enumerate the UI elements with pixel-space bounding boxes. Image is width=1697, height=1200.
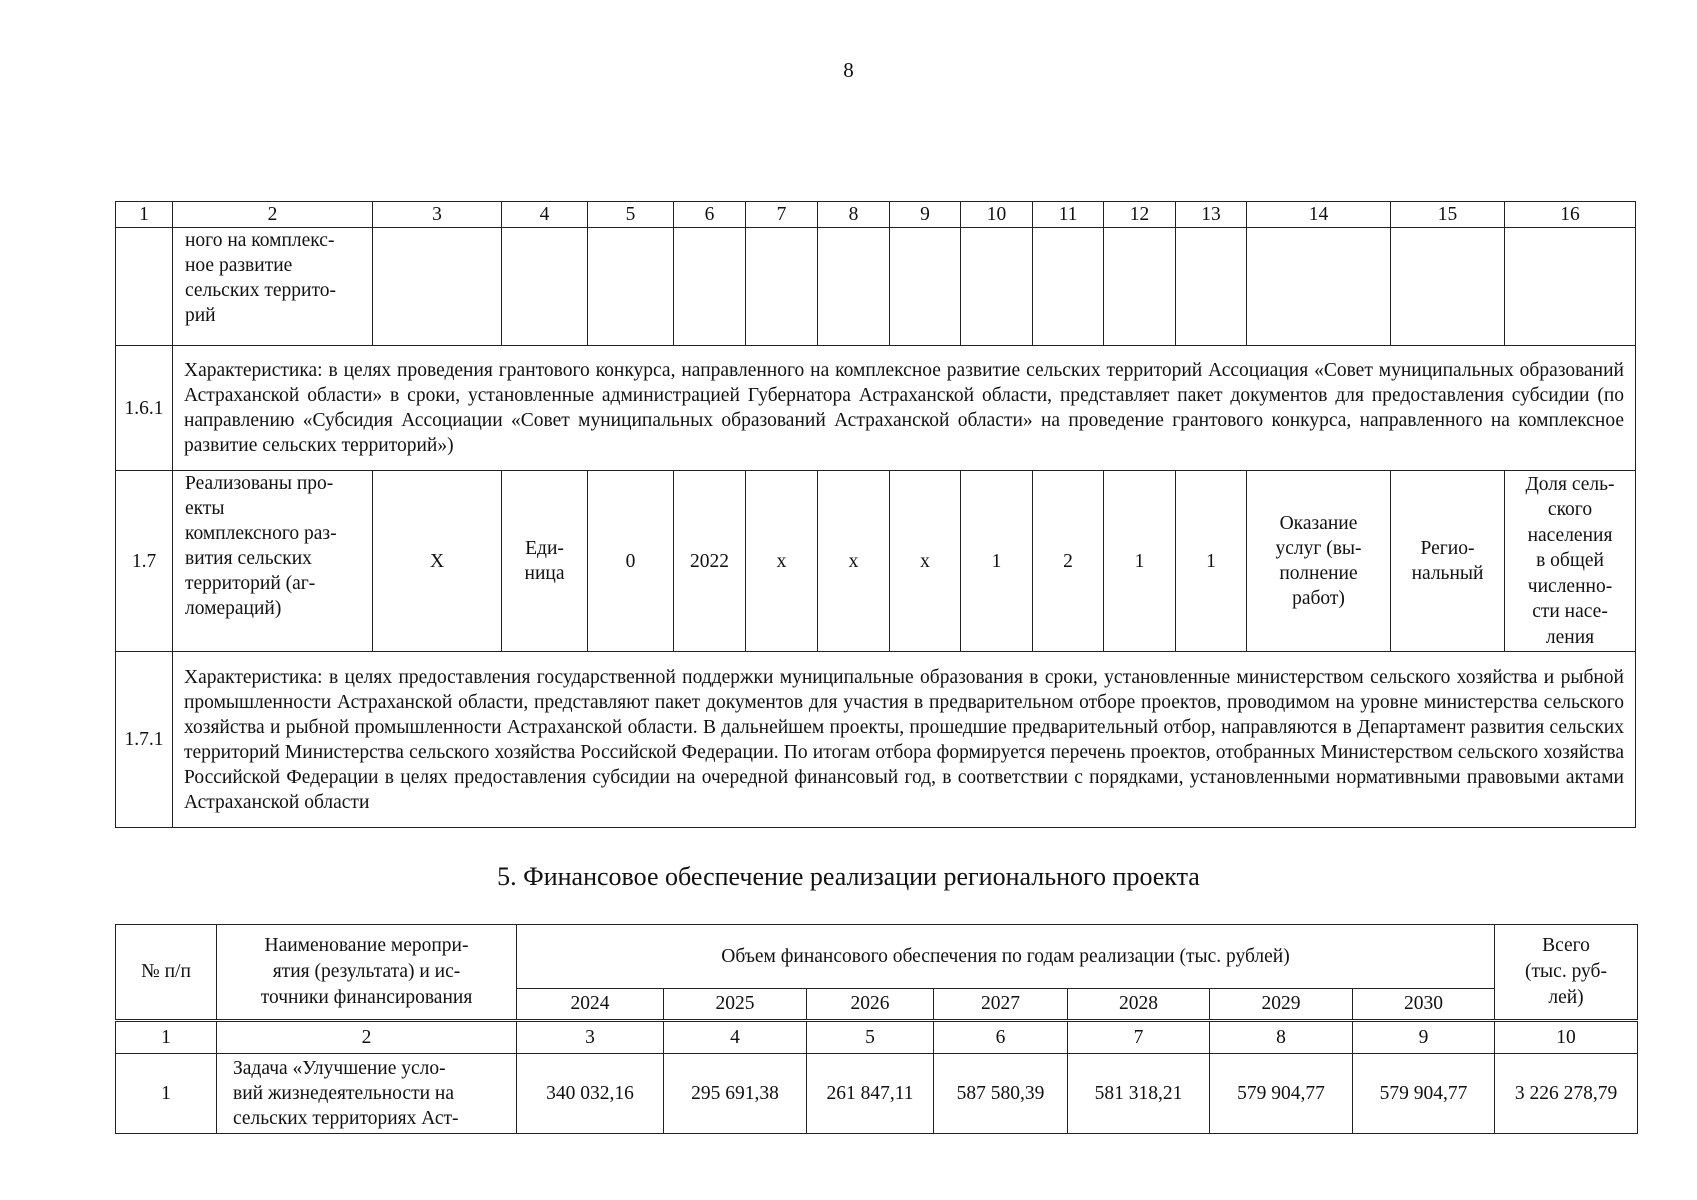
section-title: 5. Финансовое обеспечение реализации регионального проекта	[497, 862, 1200, 891]
col-num: 15	[1391, 202, 1505, 228]
row-1-7-1	[116, 652, 1636, 828]
task-name: Задача «Улучшение усло- вий жизнедеятельности на сельских территориях Аст-	[217, 1054, 517, 1134]
task-row	[116, 1054, 1638, 1134]
value-cell: 1	[961, 471, 1033, 652]
col-num: 1	[116, 202, 173, 228]
value-cell: х	[890, 471, 961, 652]
page-number: 8	[843, 58, 854, 82]
column-number-row	[116, 202, 1636, 228]
col-num: 6	[934, 1021, 1068, 1054]
year-header: 2029	[1210, 989, 1353, 1021]
linked-indicator: Доля сель- ского населения в общей численно- сти насе- ления	[1505, 471, 1636, 652]
amount-2026: 261 847,11	[807, 1054, 934, 1134]
col-num: 12	[1104, 202, 1176, 228]
year-header: 2027	[934, 989, 1068, 1021]
header-total: Всего (тыс. руб- лей)	[1495, 925, 1638, 1021]
col-num: 16	[1505, 202, 1636, 228]
col-num: 5	[588, 202, 674, 228]
year-header: 2030	[1353, 989, 1495, 1021]
continued-row	[116, 228, 1636, 346]
col-num: 7	[746, 202, 818, 228]
base-value: 0	[588, 471, 674, 652]
value-cell: 1	[1104, 471, 1176, 652]
col-num: 14	[1247, 202, 1391, 228]
row-number: 1.7.1	[116, 652, 173, 828]
col-num: 4	[664, 1021, 807, 1054]
amount-2025: 295 691,38	[664, 1054, 807, 1134]
col-num: 2	[173, 202, 373, 228]
year-header: 2025	[664, 989, 807, 1021]
header-row-1	[116, 925, 1638, 989]
col-num: 10	[1495, 1021, 1638, 1054]
characteristic-text: Характеристика: в целях предоставления государственной поддержки муниципальные образования в сроки, установленные министерством сельского хозяйства и рыбной промышленности Астраханской области, представляют пакет документов для участия в предварительном отборе проектов, проводимом на уровне министерства сельского хозяйства и рыбной промышленности Астраханской области. В дальнейшем проекты, прошедшие предварительный отбор, направляются в Департамент развития сельских территорий Министерства сельского хозяйства Российской Федерации. По итогам отбора формируется перечень проектов, отобранных Министерством сельского хозяйства Российской Федерации в целях предоставления субсидии на очередной финансовый год, в соответствии с порядками, установленными нормативными правовыми актами Астраханской области	[173, 652, 1636, 828]
col-num: 8	[1210, 1021, 1353, 1054]
result-type: Оказание услуг (вы- полнение работ)	[1247, 471, 1391, 652]
year-header: 2026	[807, 989, 934, 1021]
col-num: 10	[961, 202, 1033, 228]
column-number-row	[116, 1021, 1638, 1054]
amount-2030: 579 904,77	[1353, 1054, 1495, 1134]
col-num: 7	[1068, 1021, 1210, 1054]
col-num: 3	[373, 202, 502, 228]
financing-table	[115, 924, 1638, 1134]
col-num: 6	[674, 202, 746, 228]
amount-total: 3 226 278,79	[1495, 1054, 1638, 1134]
unit: Еди- ница	[502, 471, 588, 652]
year-header: 2024	[517, 989, 664, 1021]
col-num: 11	[1033, 202, 1104, 228]
base-year: 2022	[674, 471, 746, 652]
row-1-6-1	[116, 346, 1636, 471]
row-number: 1.7	[116, 471, 173, 652]
row-number: 1.6.1	[116, 346, 173, 471]
header-volume: Объем финансового обеспечения по годам реализации (тыс. рублей)	[517, 925, 1495, 989]
col-num: 1	[116, 1021, 217, 1054]
value-cell: 1	[1176, 471, 1247, 652]
col-num: 13	[1176, 202, 1247, 228]
row-1-7	[116, 471, 1636, 652]
col-num: 9	[1353, 1021, 1495, 1054]
amount-2024: 340 032,16	[517, 1054, 664, 1134]
result-level: Регио- нальный	[1391, 471, 1505, 652]
col-num: 8	[818, 202, 890, 228]
col-num: 3	[517, 1021, 664, 1054]
col-num: 4	[502, 202, 588, 228]
year-header: 2028	[1068, 989, 1210, 1021]
col3-value: Х	[373, 471, 502, 652]
result-name: Реализованы про- екты комплексного раз- вития сельских территорий (аг- ломераций)	[173, 471, 373, 652]
amount-2029: 579 904,77	[1210, 1054, 1353, 1134]
col-num: 9	[890, 202, 961, 228]
amount-2028: 581 318,21	[1068, 1054, 1210, 1134]
value-cell: х	[818, 471, 890, 652]
amount-2027: 587 580,39	[934, 1054, 1068, 1134]
col-num: 2	[217, 1021, 517, 1054]
value-cell: х	[746, 471, 818, 652]
col-num: 5	[807, 1021, 934, 1054]
result-name-continued: ного на комплекс- ное развитие сельских террито- рий	[173, 228, 373, 346]
header-name: Наименование меропри- ятия (результата) и ис- точники финансирования	[217, 925, 517, 1021]
row-number: 1	[116, 1054, 217, 1134]
characteristic-text: Характеристика: в целях проведения грантового конкурса, направленного на комплексное развитие сельских территорий Ассоциация «Совет муниципальных образований Астраханской области» в сроки, установленные администрацией Губернатора Астраханской области, представляет пакет документов для предоставления субсидии (по направлению «Субсидия Ассоциации «Совет муниципальных образований Астраханской области» на проведение грантового конкурса, направленного на комплексное развитие сельских территорий»)	[173, 346, 1636, 471]
results-table	[115, 201, 1636, 828]
value-cell: 2	[1033, 471, 1104, 652]
header-num: № п/п	[116, 925, 217, 1021]
